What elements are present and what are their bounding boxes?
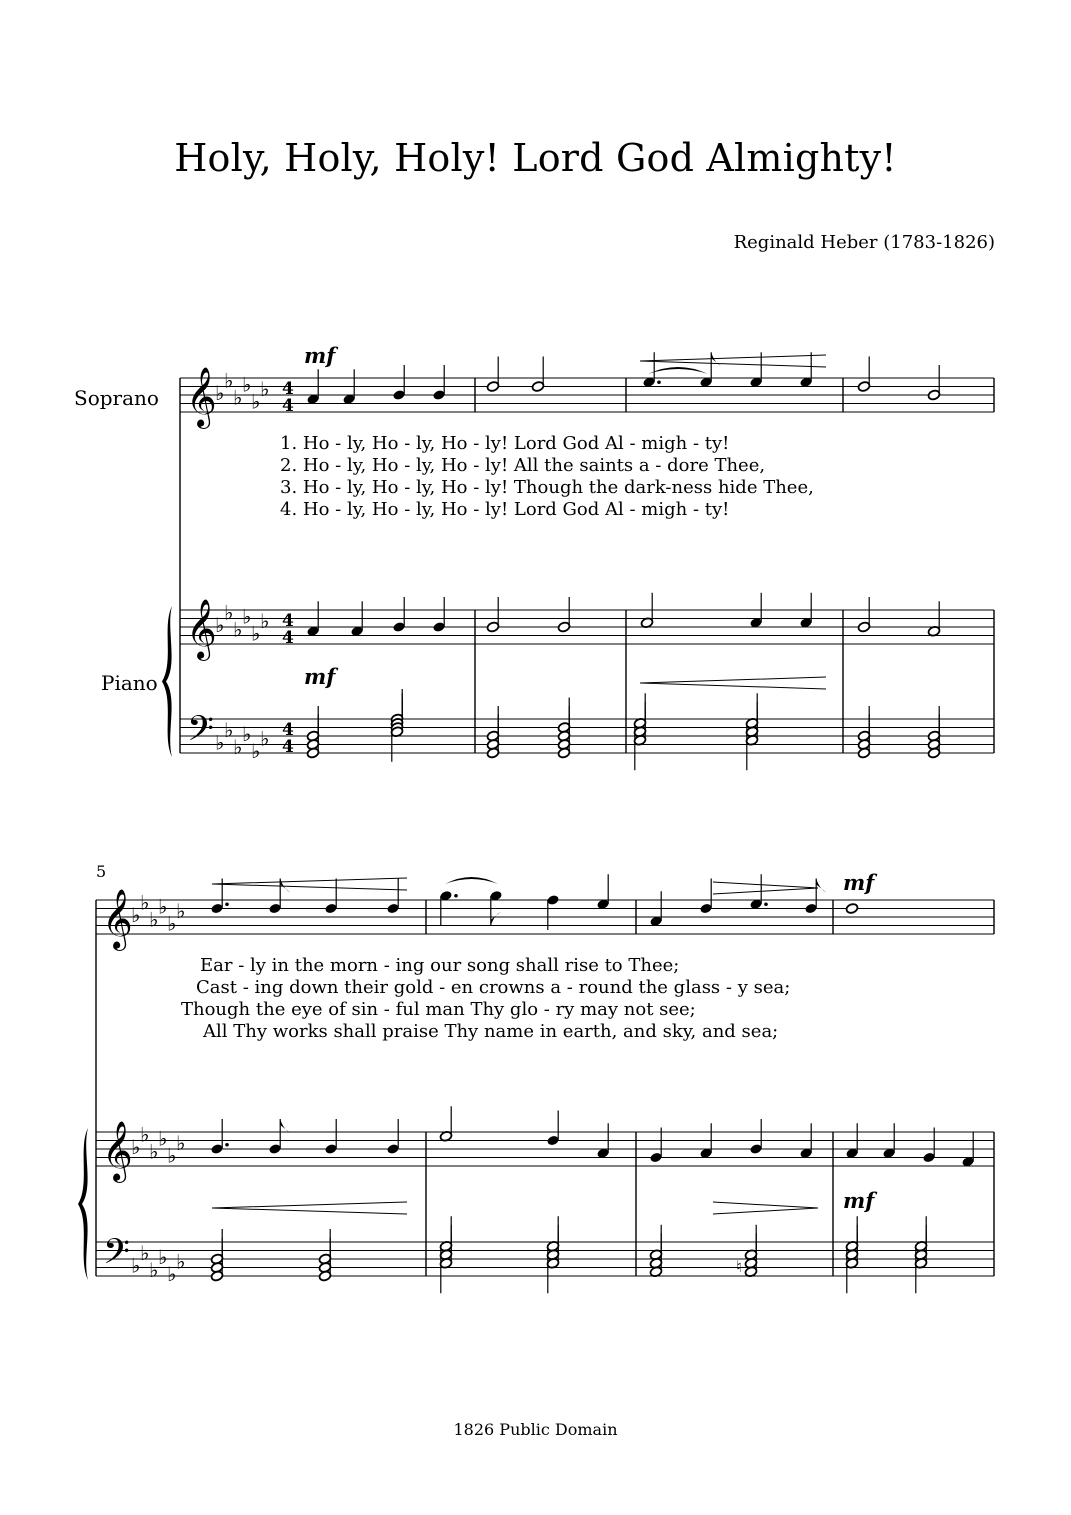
flat-icon: ♭: [224, 600, 234, 625]
flat-icon: ♭: [224, 368, 234, 393]
note-dot: [764, 902, 768, 906]
decrescendo-hairpin: [713, 1202, 818, 1214]
time-signature-top: 4: [282, 611, 294, 631]
note-flag: [280, 1119, 290, 1133]
dynamic-mark: mf: [304, 664, 336, 689]
flat-icon: ♭: [242, 722, 252, 746]
note-flag: [816, 879, 826, 893]
flat-icon: ♭: [260, 726, 270, 751]
note-dot: [225, 1143, 229, 1147]
flat-icon: ♭: [158, 1245, 168, 1269]
piano-label: Piano: [101, 671, 158, 695]
bass-clef-icon: 𝄢: [103, 1231, 131, 1280]
flat-icon: ♭: [158, 894, 168, 919]
flat-icon: ♭: [215, 730, 225, 755]
crescendo-hairpin: [212, 878, 407, 890]
treble-clef-icon: 𝄞: [186, 599, 217, 659]
treble-clef-icon: 𝄞: [102, 1121, 133, 1181]
flat-icon: ♭: [233, 617, 243, 642]
lyric-line: 1. Ho - ly, Ho - ly, Ho - ly! Lord God Al - migh - ty!: [280, 433, 730, 454]
crescendo-hairpin: [212, 1202, 407, 1214]
flat-icon: ♭: [224, 717, 234, 742]
flat-icon: ♭: [215, 381, 225, 405]
note-dot: [225, 902, 229, 906]
decrescendo-hairpin: [713, 882, 818, 894]
treble-clef-icon: 𝄞: [186, 367, 217, 427]
dynamic-mark: mf: [843, 1188, 875, 1213]
flat-icon: ♭: [251, 739, 261, 763]
time-signature-bottom: 4: [282, 396, 294, 416]
flat-icon: ♭: [233, 385, 243, 410]
lyric-line: Though the eye of sin - ful man Thy glo - ry may not see;: [181, 999, 696, 1020]
treble-clef-icon: 𝄞: [102, 889, 133, 949]
time-signature-top: 4: [282, 379, 294, 399]
crescendo-hairpin: [640, 355, 826, 367]
flat-icon: ♭: [140, 1240, 150, 1265]
time-signature-bottom: 4: [282, 628, 294, 648]
lyric-line: 2. Ho - ly, Ho - ly, Ho - ly! All the saints a - dore Thee,: [280, 455, 766, 476]
flat-icon: ♭: [140, 890, 150, 915]
crescendo-hairpin: [640, 677, 826, 689]
flat-icon: ♭: [131, 903, 141, 927]
note-flag: [280, 879, 290, 893]
tie-slur: [445, 877, 498, 884]
flat-icon: ♭: [149, 907, 159, 932]
dynamic-mark: mf: [304, 343, 336, 368]
flat-icon: ♭: [167, 1262, 177, 1286]
flat-icon: ♭: [260, 376, 270, 401]
flat-icon: ♭: [167, 911, 177, 936]
flat-icon: ♭: [131, 1135, 141, 1159]
measure-number: 5: [96, 862, 107, 881]
flat-icon: ♭: [131, 1253, 141, 1278]
note-dot: [657, 380, 661, 384]
flat-icon: ♭: [242, 372, 252, 397]
flat-icon: ♭: [167, 1143, 177, 1168]
lyric-line: 4. Ho - ly, Ho - ly, Ho - ly! Lord God Al - migh - ty!: [280, 499, 730, 520]
lyric-line: Ear - ly in the morn - ing our song shall rise to Thee;: [200, 955, 680, 976]
flat-icon: ♭: [149, 1139, 159, 1164]
flat-icon: ♭: [215, 613, 225, 637]
note-flag: [491, 912, 501, 926]
flat-icon: ♭: [176, 1249, 186, 1274]
note-flag: [711, 352, 721, 366]
soprano-label: Soprano: [74, 386, 159, 410]
natural-icon: ♮: [736, 1257, 742, 1276]
time-signature-top: 4: [282, 720, 294, 740]
tie-slur: [648, 367, 708, 374]
flat-icon: ♭: [176, 1130, 186, 1155]
piano-brace: [78, 1128, 88, 1280]
flat-icon: ♭: [149, 1257, 159, 1282]
flat-icon: ♭: [140, 1122, 150, 1147]
page-title: Holy, Holy, Holy! Lord God Almighty!: [174, 136, 897, 180]
piano-brace: [162, 606, 172, 757]
copyright-footer: 1826 Public Domain: [453, 1420, 618, 1439]
dynamic-mark: mf: [843, 870, 875, 895]
flat-icon: ♭: [260, 608, 270, 633]
flat-icon: ♭: [242, 604, 252, 629]
flat-icon: ♭: [176, 898, 186, 923]
lyric-line: 3. Ho - ly, Ho - ly, Ho - ly! Though the dark-ness hide Thee,: [280, 477, 814, 498]
flat-icon: ♭: [251, 621, 261, 646]
note-head: [845, 903, 858, 915]
flat-icon: ♭: [251, 389, 261, 414]
flat-icon: ♭: [233, 734, 243, 759]
lyric-line: All Thy works shall praise Thy name in earth, and sky, and sea;: [203, 1021, 779, 1042]
time-signature-bottom: 4: [282, 737, 294, 757]
flat-icon: ♭: [158, 1126, 168, 1151]
note-dot: [454, 894, 458, 898]
composer-credit: Reginald Heber (1783-1826): [733, 232, 995, 253]
bass-clef-icon: 𝄢: [187, 708, 215, 757]
lyric-line: Cast - ing down their gold - en crowns a - round the glass - y sea;: [196, 977, 791, 998]
